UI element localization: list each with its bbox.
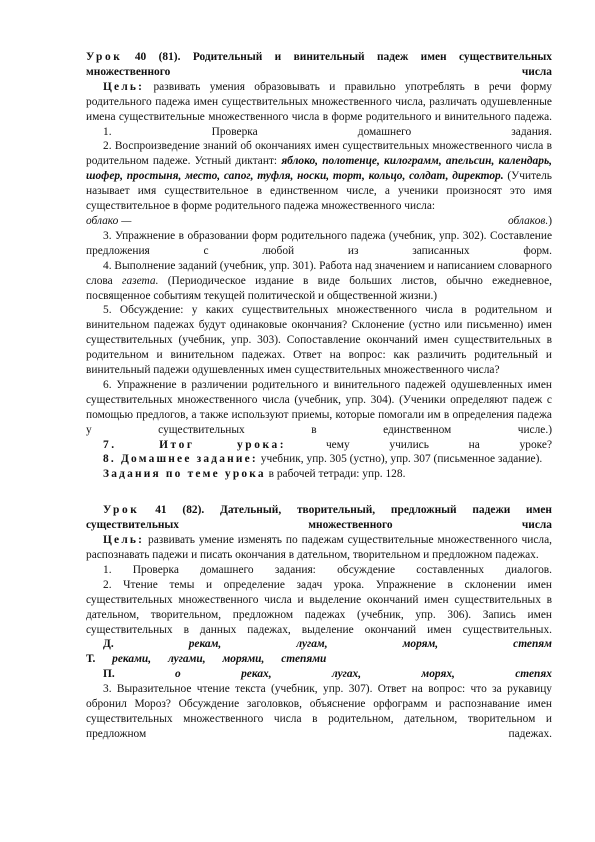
lesson-40-title-text: 40 (81). Родительный и винительный падеж имен существительных множественного xyxy=(86,51,552,78)
case-instrumental-label: Т. xyxy=(86,653,96,666)
lesson-40-step-2 xyxy=(86,139,552,214)
section-gap xyxy=(86,482,552,503)
lesson-41-title-end: числа xyxy=(521,519,552,532)
homework-text: учебник, упр. 305 (устно), упр. 307 (письменное задание). xyxy=(260,453,543,466)
lesson-41-goal xyxy=(86,533,552,563)
step-4-definition: (Периодическое издание в виде больших листов, обычно ежедневное, посвященное событиям текущей политической и общественной жизни.) xyxy=(86,274,553,302)
case-dative-word: морям, xyxy=(402,638,439,651)
example-plural: облаков. xyxy=(508,214,549,227)
case-dative-label: Д. xyxy=(103,638,114,651)
summary-label: 7. Итог урока: xyxy=(103,438,287,451)
lesson-40-step-3: 3. Упражнение в образовании форм родительного падежа (учебник, упр. 302). Составление предложения с любой из записанных форм. xyxy=(86,229,552,257)
workbook-text: в рабочей тетради: упр. 128. xyxy=(268,468,406,481)
case-prepositional-label: П. xyxy=(103,668,115,681)
dictation-words: яблоко, полотенце, килограмм, апельсин, календарь, шофер, простыня, место, сапог, туфля, носки, торт, кольцо, солдат, директор. xyxy=(86,155,552,183)
step-4-text: 4. Выполнение заданий (учебник, упр. 301). Работа над значением и написанием словарного слова xyxy=(86,259,552,287)
lesson-41-title xyxy=(86,503,552,533)
step-2-text: 2. Воспроизведение знаний об окончаниях имен существительных множественного числа в родительном падеже. Устный диктант: xyxy=(86,140,552,168)
case-instrumental-word: реками, xyxy=(112,653,152,666)
lesson-40-word: Урок xyxy=(86,51,123,63)
goal-end: падежа. xyxy=(514,110,552,123)
case-prepositional-word: степях xyxy=(515,668,552,681)
case-preposition: о xyxy=(175,668,181,681)
case-dative-word: рекам, xyxy=(188,638,222,651)
case-prepositional-word: реках, xyxy=(241,668,272,681)
lesson-41-step-2: 2. Чтение темы и определение задач урока. Упражнение в склонении имен существительных множественного числа и выделение окончаний имен существительных в дательном, творительном, предложном падежах (учебник, упр. 306). Запись имен существительных в данных падежах, выделение окончаний имен существительных. xyxy=(86,578,552,636)
example-singular: облако — xyxy=(86,214,132,227)
homework-label: 8. Домашнее задание: xyxy=(103,453,258,466)
vocabulary-word: газета. xyxy=(122,274,159,287)
lesson-40-title xyxy=(86,50,552,80)
example-close: ) xyxy=(548,214,552,227)
lesson-40-step-2-example xyxy=(86,214,552,229)
goal-text: развивать умения образовывать и правильно употреблять в речи форму родительного падежа имен существительных множественного числа, различать одушевленные имена существительные множественного числа в форме родительного и винительного xyxy=(86,80,552,123)
lesson-41-title-text: 41 (82). Дательный, творительный, предложный падежи имен существительных множественного xyxy=(86,504,552,532)
case-prepositional-word: морях, xyxy=(421,668,455,681)
lesson-40-step-4 xyxy=(86,259,552,304)
step-3-end: падежах. xyxy=(508,727,552,740)
lesson-40-title-end: числа xyxy=(521,65,552,78)
lesson-41-word: Урок xyxy=(103,504,140,517)
lesson-41-step-1: 1. Проверка домашнего задания: обсуждение составленных диалогов. xyxy=(103,563,552,576)
document-page xyxy=(86,50,552,742)
case-instrumental-word: морями, xyxy=(222,653,265,666)
lesson-40-step-7 xyxy=(86,438,552,453)
lesson-41-step-3 xyxy=(86,682,552,742)
case-instrumental-row xyxy=(86,652,552,667)
case-instrumental-word: степями xyxy=(281,653,327,666)
lesson-40-step-5: 5. Обсуждение: у каких существительных множественного числа в родительном и винительном падежах будут одинаковые окончания? Склонение (устно или письменно) имен существительных (учебник, упр. 303). Сопоставление окончаний имен существительных в родительном и винительном падежах. Ответ на вопрос: как различить родительный и винительный падежи одушевленных имен существительных множественного числа? xyxy=(86,304,552,377)
lesson-40-step-6: 6. Упражнение в различении родительного и винительного падежей одушевленных имен существительных множественного числа (учебник, упр. 304). (Ученики определяют падеж с помощью предлогов, а также используют приемы, которые помогали им в определения падежа у существительных в единственном числе.) xyxy=(86,378,552,436)
goal-label: Цель: xyxy=(103,80,145,93)
step-2-instruction: (Учитель называет имя существительное в единственном числе, а ученики произносят это имя существительное в форме родительного падежа множественного числа: xyxy=(86,170,552,213)
lesson-40-step-1: 1. Проверка домашнего задания. xyxy=(103,125,552,138)
case-dative-word: лугам, xyxy=(296,638,328,651)
lesson-40-step-8-extra xyxy=(86,467,552,482)
lesson-40-step-8 xyxy=(86,452,552,467)
goal-text: развивать умение изменять по падежам существительные множественного числа, распознавать падежи и писать окончания в дательном, творительном и предложном падежах. xyxy=(86,534,552,561)
case-prepositional-row xyxy=(86,667,552,682)
lesson-40-goal xyxy=(86,80,552,125)
goal-label: Цель: xyxy=(103,534,145,547)
workbook-label: Задания по теме урока xyxy=(103,468,266,481)
case-dative-row xyxy=(86,637,552,652)
case-instrumental-word: лугами, xyxy=(167,653,206,666)
summary-text: чему учились на уроке? xyxy=(325,438,552,451)
case-dative-word: степям xyxy=(513,638,552,651)
case-prepositional-word: лугах, xyxy=(331,668,362,681)
step-3-text: 3. Выразительное чтение текста (учебник, упр. 307). Ответ на вопрос: что за рукавицу обронил Мороз? Обсуждение заголовков, объяснение орфограмм и распознавание имен существительных множественного числа в родительном, дательном, творительном и предложном xyxy=(86,683,552,740)
